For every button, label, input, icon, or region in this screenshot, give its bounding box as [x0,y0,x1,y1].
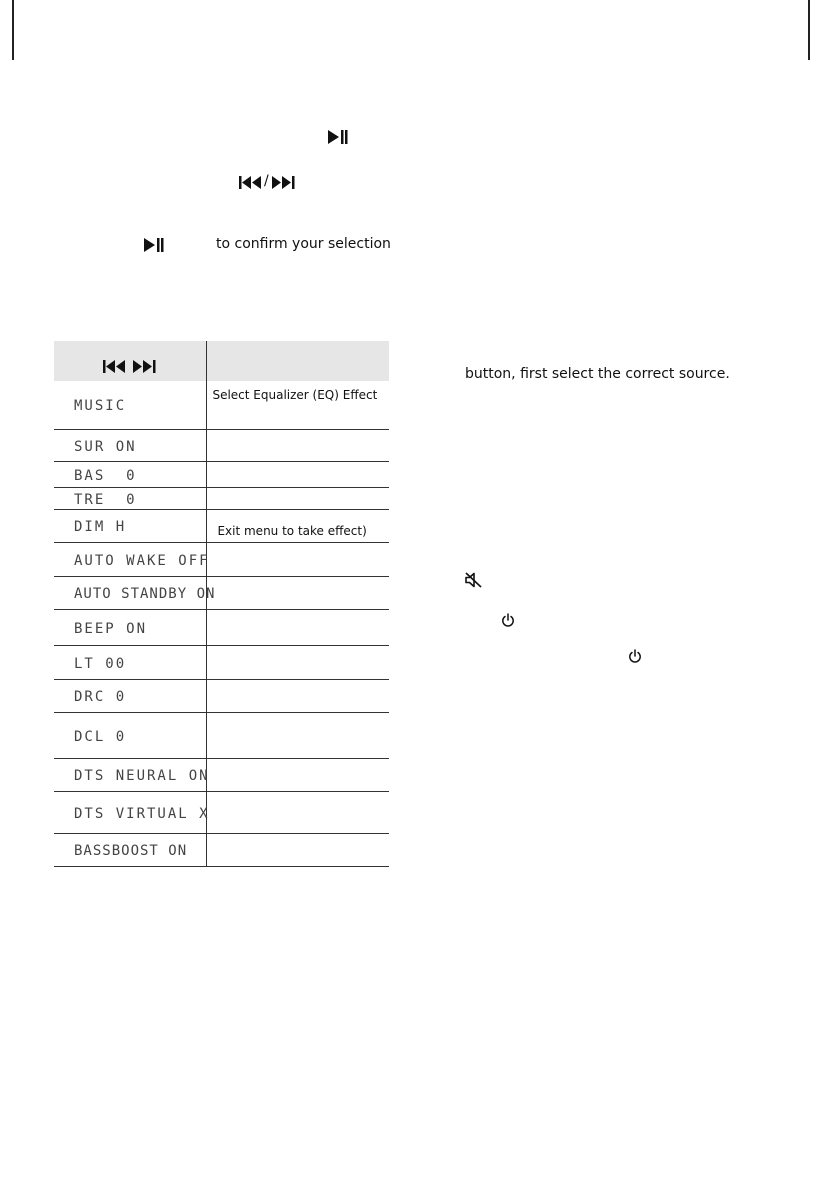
display-reading: MUSIC [74,398,127,415]
table-header-description [207,341,389,381]
power-icon [501,613,515,628]
display-reading: BAS 0 [74,467,137,484]
table-row [54,487,389,509]
row-description: Exit menu to take effect) [217,523,367,538]
display-reading: BASSBOOST ON [74,843,188,859]
table-row [54,429,389,461]
confirm-selection-text: to confirm your selection [216,236,391,252]
play-pause-icon [328,130,348,144]
table-row [54,758,389,791]
display-reading: DTS VIRTUAL X [74,805,210,822]
table-row [54,509,389,542]
display-reading: DIM H [74,519,127,535]
display-reading: TRE 0 [74,491,137,508]
menu-settings-table [54,341,389,867]
icon-separator: / [264,173,269,189]
row-description: Select Equalizer (EQ) Effect [212,388,378,402]
skip-next-icon [133,358,157,377]
table-row [54,712,389,758]
display-reading: DTS NEURAL ON [74,768,210,784]
table-row [54,679,389,712]
table-header-display [54,341,207,381]
skip-next-icon [272,176,296,189]
display-reading: BEEP ON [74,620,148,637]
display-reading: LT 00 [74,655,127,672]
table-row [54,381,389,429]
table-row [54,609,389,645]
table-row [54,461,389,487]
display-reading: DCL 0 [74,728,127,745]
skip-previous-icon [103,358,127,377]
source-note-text: button, first select the correct source. [465,366,730,382]
page-edge-mark-right [808,0,810,60]
skip-previous-icon [239,176,263,189]
table-row [54,791,389,833]
mute-icon [465,572,483,588]
display-reading: AUTO WAKE OFF [74,552,210,569]
display-reading: SUR ON [74,438,137,455]
display-reading: DRC 0 [74,689,127,705]
display-reading: AUTO STANDBY ON [74,586,216,602]
table-row [54,542,389,576]
table-row [54,576,389,609]
play-pause-icon [144,238,164,252]
table-row [54,833,389,866]
power-icon [628,649,642,664]
page-edge-mark-left [12,0,14,60]
table-row [54,645,389,679]
